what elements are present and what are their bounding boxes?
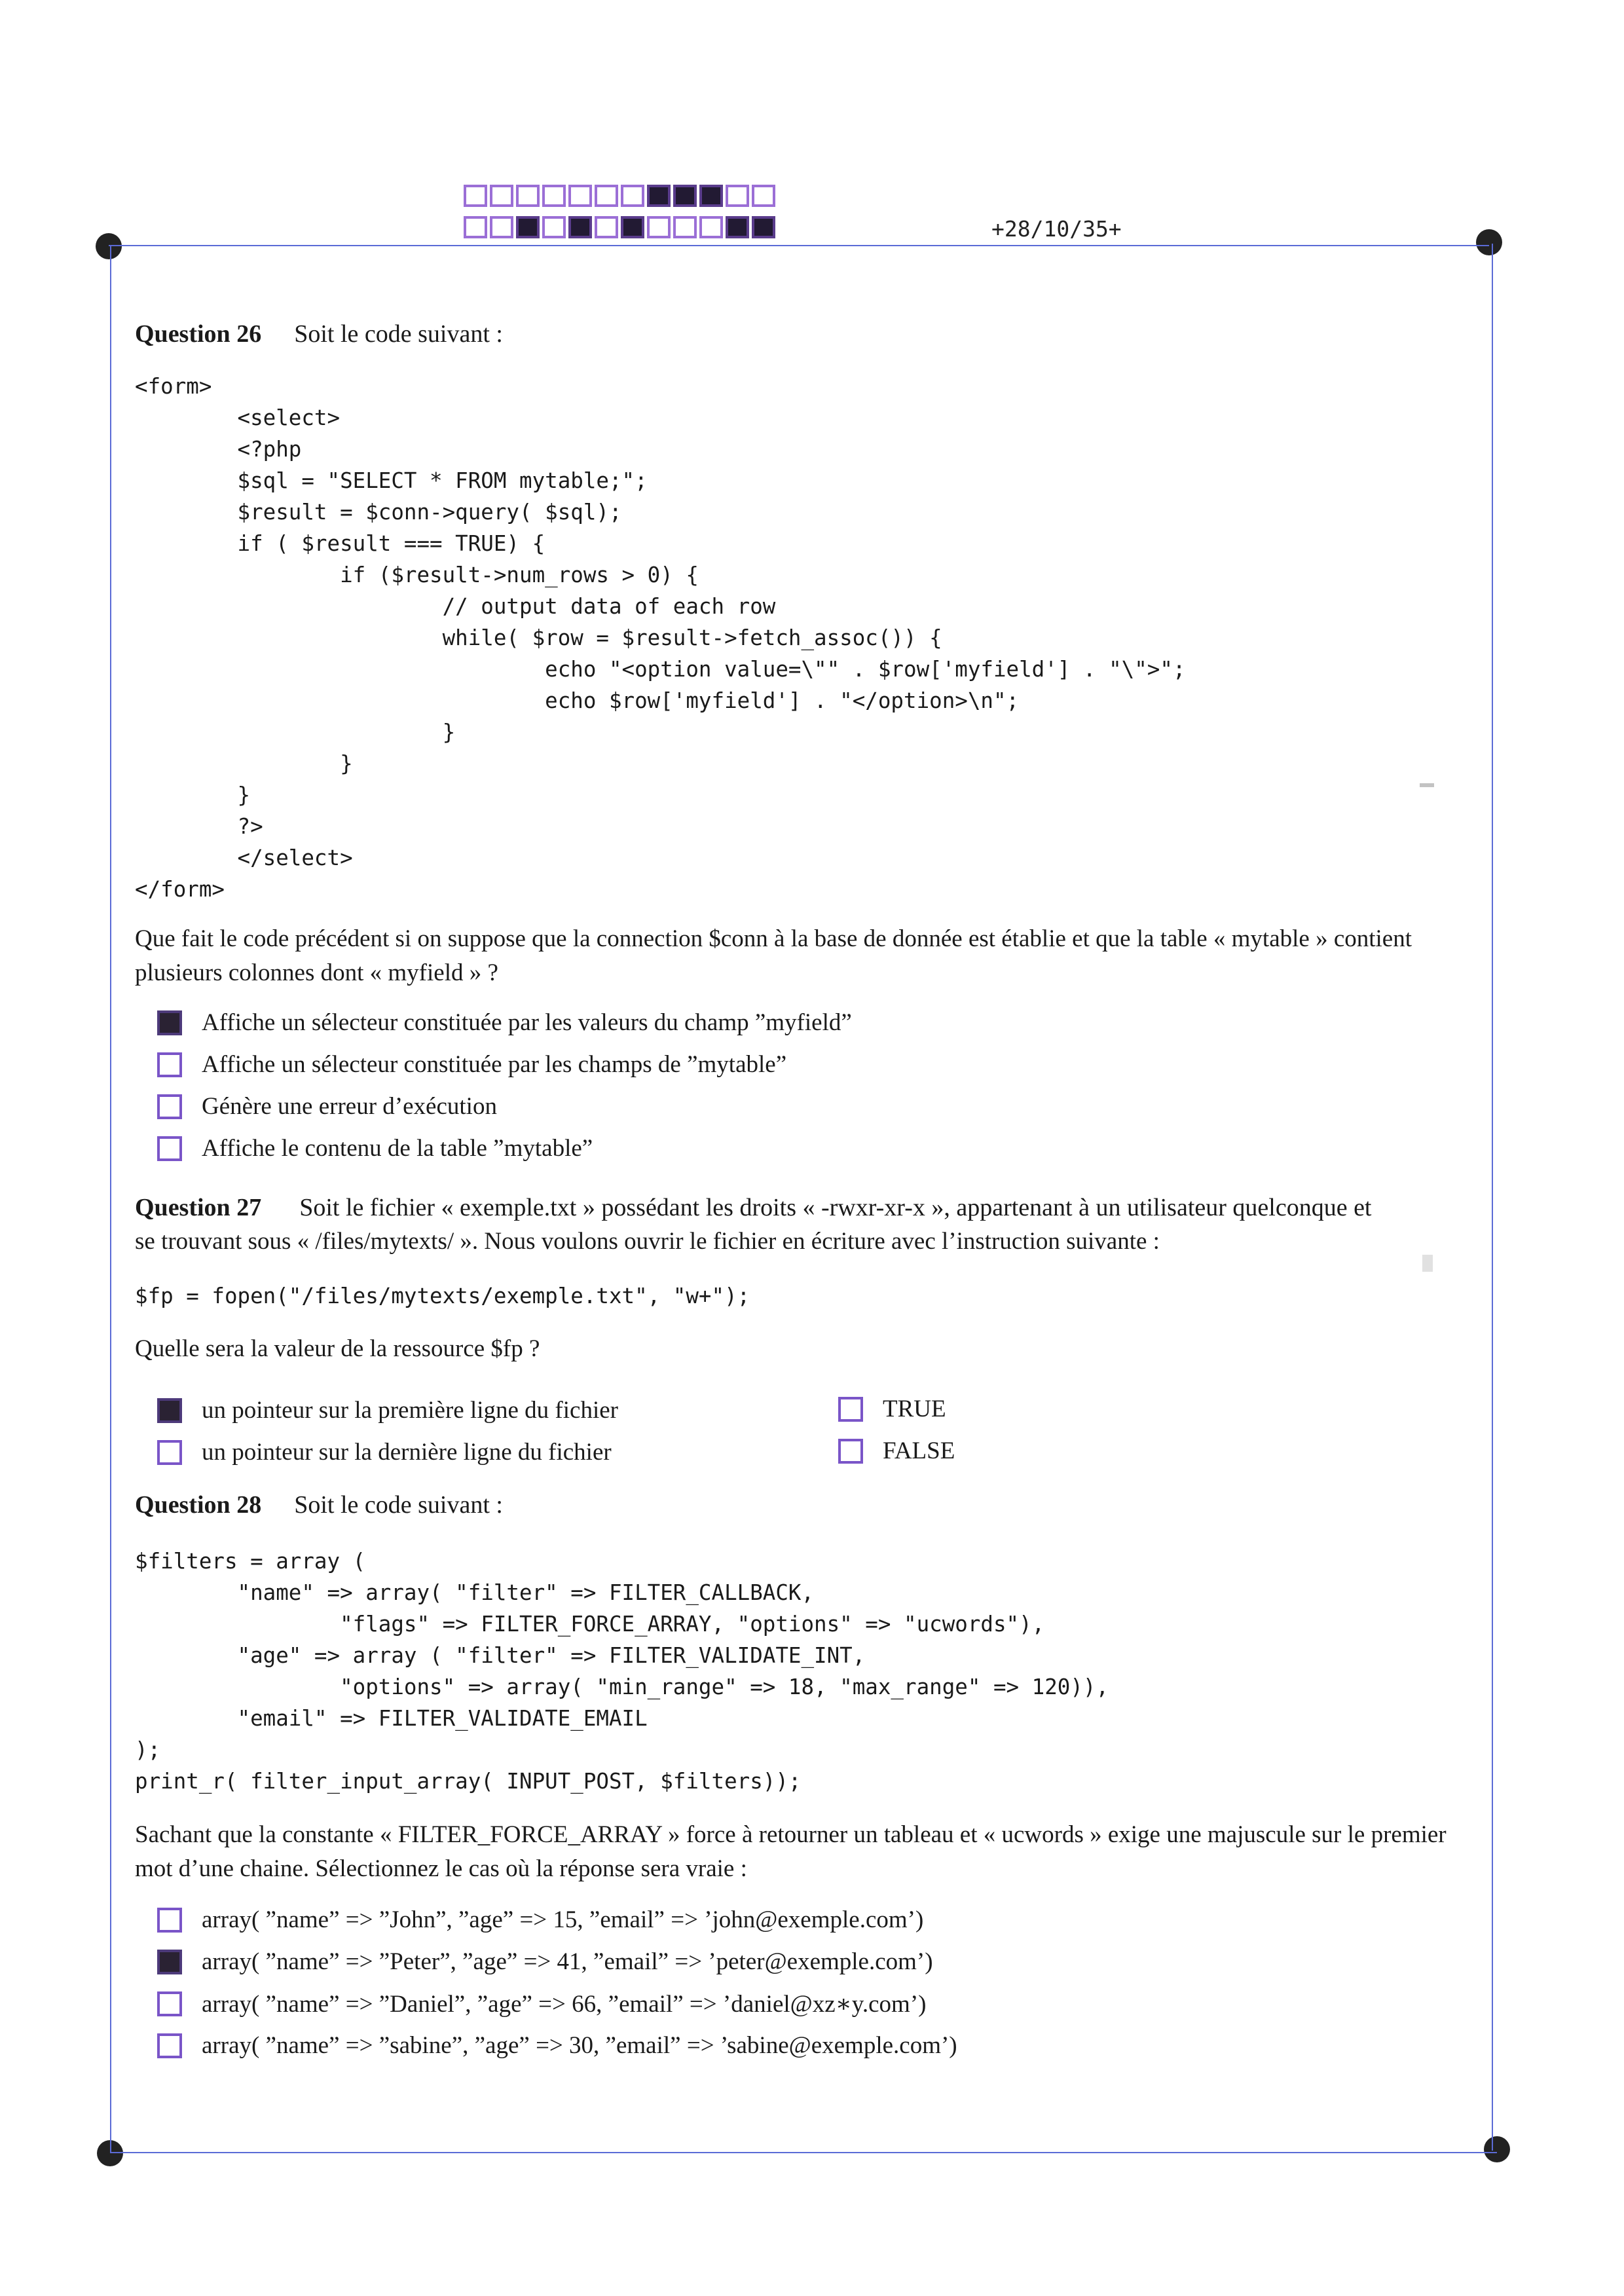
checkbox[interactable] <box>157 1950 182 1974</box>
page-identifier: +28/10/35+ <box>991 216 1122 242</box>
barcode-cell <box>699 216 723 238</box>
q26-option[interactable] <box>157 1134 593 1162</box>
option-label: array( ”name” => ”Peter”, ”age” => 41, ”email” => ’peter@exemple.com’) <box>202 1948 933 1975</box>
barcode-cell <box>542 216 566 238</box>
option-label: un pointeur sur la première ligne du fichier <box>202 1397 618 1424</box>
barcode-cell <box>752 216 775 238</box>
option-label: array( ”name” => ”John”, ”age” => 15, ”email” => ’john@exemple.com’) <box>202 1906 924 1933</box>
barcode-cell <box>621 185 644 207</box>
scan-smudge <box>1420 783 1434 787</box>
barcode-cell <box>595 185 618 207</box>
corner-mark-top-right <box>1476 229 1502 255</box>
checkbox[interactable] <box>838 1397 863 1422</box>
q27-option[interactable] <box>157 1438 612 1466</box>
barcode-cell <box>568 216 592 238</box>
question-26-text: Que fait le code précédent si on suppose que la connection $conn à la base de donnée est établie et que la table « mytable » contient plusieurs colonnes dont « myfield » ? <box>135 925 1412 986</box>
barcode-cell <box>726 185 749 207</box>
q27-option[interactable] <box>157 1396 618 1424</box>
question-intro: Soit le code suivant : <box>294 320 503 348</box>
q28-option[interactable] <box>157 1906 923 1934</box>
checkbox[interactable] <box>157 1398 182 1423</box>
barcode-row-bottom <box>464 216 775 238</box>
barcode-cell <box>673 185 697 207</box>
option-label: Affiche le contenu de la table ”mytable” <box>202 1135 593 1162</box>
barcode-cell <box>726 216 749 238</box>
barcode-cell <box>516 216 540 238</box>
checkbox[interactable] <box>157 1908 182 1933</box>
question-28-code: $filters = array ( "name" => array( "filter" => FILTER_CALLBACK, "flags" => FILTER_FORCE_ARRAY, "options" => "ucwords"), "age" => array ( "filter" => FILTER_VALIDATE_INT, "options" => array( "min_range" => 18, "max_range" => 120)), "email" => FILTER_VALIDATE_EMAIL ); print_r( filter_input_array( INPUT_POST, $filters)); <box>135 1549 1109 1794</box>
checkbox[interactable] <box>157 1010 182 1035</box>
question-27-intro-continued: se trouvant sous « /files/mytexts/ ». Nous voulons ouvrir le fichier en écriture avec l’instruction suivante : <box>135 1228 1160 1255</box>
frame-top <box>109 245 1489 246</box>
checkbox[interactable] <box>838 1439 863 1464</box>
option-label: Affiche un sélecteur constituée par les valeurs du champ ”myfield” <box>202 1009 852 1036</box>
question-number: Question 28 <box>135 1491 262 1519</box>
corner-mark-bottom-right <box>1484 2136 1510 2162</box>
option-label: Affiche un sélecteur constituée par les champs de ”mytable” <box>202 1051 787 1078</box>
barcode-cell <box>647 216 671 238</box>
barcode-cell <box>699 185 723 207</box>
question-28-text: Sachant que la constante « FILTER_FORCE_ARRAY » force à retourner un tableau et « ucwords » exige une majuscule sur le premier mot d’une chaine. Sélectionnez le cas où la réponse sera vraie : <box>135 1821 1447 1882</box>
barcode-cell <box>647 185 671 207</box>
checkbox[interactable] <box>157 2033 182 2058</box>
question-27-code: $fp = fopen("/files/mytexts/exemple.txt", "w+"); <box>135 1284 750 1308</box>
barcode-cell <box>595 216 618 238</box>
option-label: TRUE <box>883 1396 946 1422</box>
question-intro: Soit le code suivant : <box>294 1491 503 1519</box>
barcode-cell <box>621 216 644 238</box>
scan-smudge <box>1422 1255 1433 1272</box>
question-27-heading <box>135 1193 1372 1222</box>
option-label: Génère une erreur d’exécution <box>202 1093 497 1120</box>
barcode-cell <box>490 216 513 238</box>
question-number: Question 27 <box>135 1194 262 1221</box>
frame-left <box>110 246 111 2153</box>
question-28-heading <box>135 1491 503 1519</box>
barcode-cell <box>542 185 566 207</box>
question-number: Question 26 <box>135 320 262 348</box>
question-27-text: Quelle sera la valeur de la ressource $fp ? <box>135 1335 540 1362</box>
frame-bottom <box>110 2152 1497 2153</box>
option-label: array( ”name” => ”Daniel”, ”age” => 66, ”email” => ’daniel@xz∗y.com’) <box>202 1991 927 2018</box>
option-label: un pointeur sur la dernière ligne du fichier <box>202 1439 612 1466</box>
question-26-code: <form> <select> <?php $sql = "SELECT * FROM mytable;"; $result = $conn->query( $sql); if ( $result === TRUE) { if ($result->num_rows > 0) { // output data of each row while( $row = $result->fetch_assoc()) { echo "<option value=\"" . $row['myfield'] . "\">"; echo $row['myfield'] . "</option>\n"; } } } ?> </select> </form> <box>135 374 1186 902</box>
q26-option[interactable] <box>157 1050 786 1079</box>
checkbox[interactable] <box>157 1052 182 1077</box>
q27-option[interactable] <box>838 1395 946 1423</box>
option-label: FALSE <box>883 1437 955 1464</box>
barcode-cell <box>490 185 513 207</box>
option-label: array( ”name” => ”sabine”, ”age” => 30, ”email” => ’sabine@exemple.com’) <box>202 2032 957 2059</box>
barcode-cell <box>752 185 775 207</box>
barcode-cell <box>516 185 540 207</box>
checkbox[interactable] <box>157 1136 182 1161</box>
q28-option[interactable] <box>157 1948 933 1976</box>
q26-option[interactable] <box>157 1009 852 1037</box>
checkbox[interactable] <box>157 1094 182 1119</box>
barcode-cell <box>464 185 487 207</box>
checkbox[interactable] <box>157 1440 182 1465</box>
barcode-row-top <box>464 185 775 207</box>
corner-mark-top-left <box>96 233 122 259</box>
question-26-heading <box>135 320 503 348</box>
barcode-cell <box>464 216 487 238</box>
barcode-cell <box>673 216 697 238</box>
q28-option[interactable] <box>157 2031 957 2060</box>
checkbox[interactable] <box>157 1991 182 2016</box>
question-intro: Soit le fichier « exemple.txt » possédant les droits « -rwxr-xr-x », appartenant à un utilisateur quelconque et <box>299 1194 1372 1221</box>
q26-option[interactable] <box>157 1092 497 1120</box>
q28-option[interactable] <box>157 1990 926 2018</box>
q27-option[interactable] <box>838 1437 955 1465</box>
frame-right <box>1492 244 1493 2151</box>
barcode-cell <box>568 185 592 207</box>
